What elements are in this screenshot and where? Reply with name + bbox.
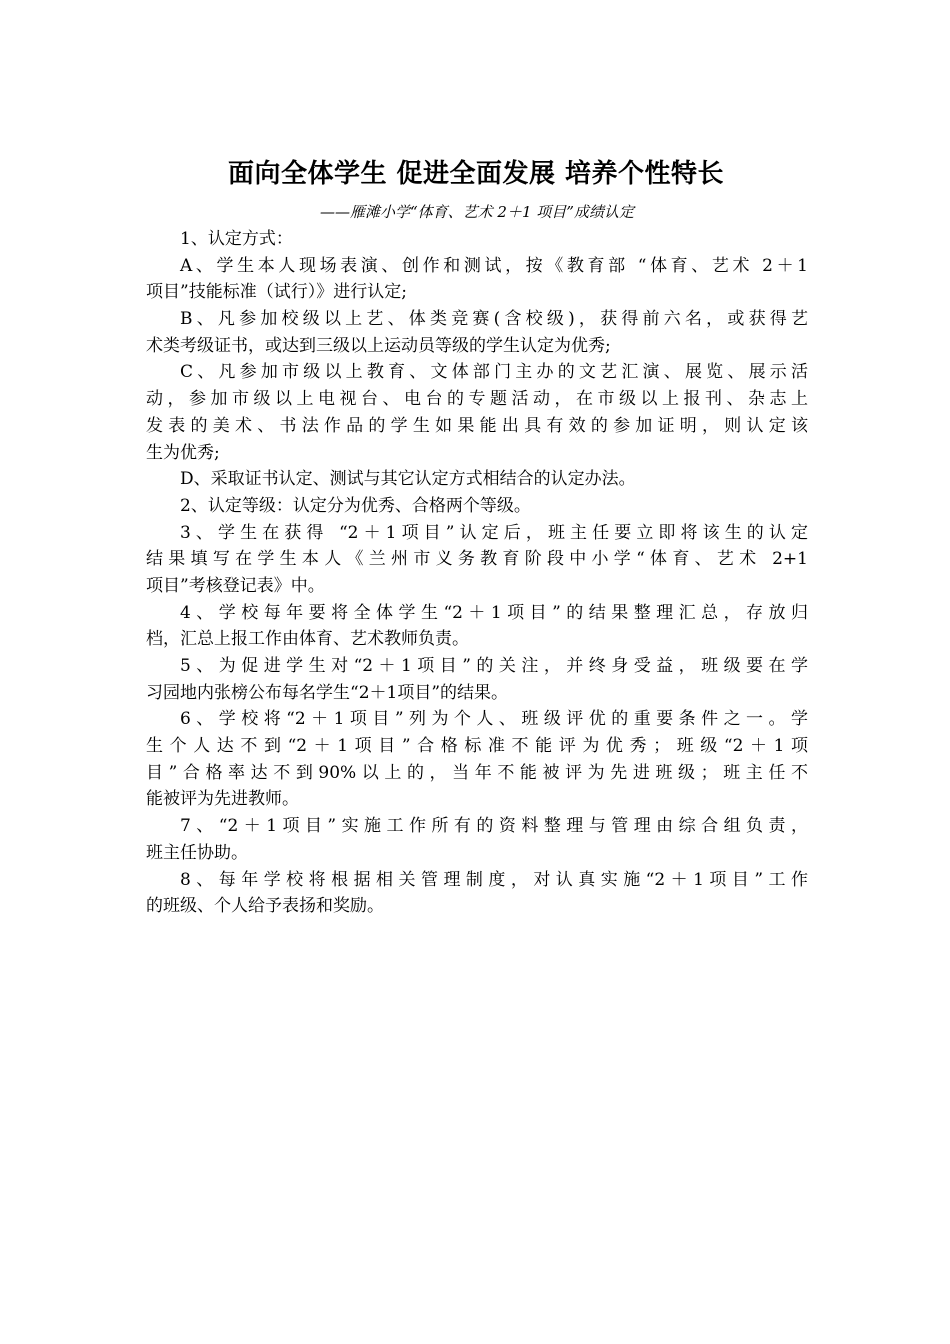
paragraph-line: 8、每年学校将根据相关管理制度，对认真实施“2＋1项目”工作 <box>180 869 808 890</box>
document-body <box>146 226 808 920</box>
paragraph-line: C、凡参加市级以上教育、文体部门主办的文艺汇演、展览、展示活 <box>180 362 808 383</box>
paragraph-line: 项目”考核登记表》中。 <box>146 575 325 596</box>
paragraph-line: 发表的美术、书法作品的学生如果能出具有效的参加证明，则认定该 <box>146 415 808 436</box>
paragraph-line: 结果填写在学生本人《兰州市义务教育阶段中小学“体育、艺术 2+1 <box>146 549 808 570</box>
paragraph-line: 生为优秀; <box>146 442 220 463</box>
document-subtitle: ——雁滩小学“体育、艺术 2＋1 项目”成绩认定 <box>320 203 634 221</box>
paragraph-line: 4、学校每年要将全体学生“2＋1项目”的结果整理汇总，存放归 <box>180 602 808 623</box>
paragraph-line: A、学生本人现场表演、创作和测试，按《教育部 “体育、艺术 2＋1 <box>180 255 808 276</box>
paragraph-line: 习园地内张榜公布每名学生“2＋1项目”的结果。 <box>146 682 509 703</box>
paragraph-line: 目”合格率达不到90%以上的，当年不能被评为先进班级；班主任不 <box>146 762 808 783</box>
paragraph-line: 班主任协助。 <box>146 842 248 863</box>
document-title: 面向全体学生 促进全面发展 培养个性特长 <box>227 159 725 189</box>
paragraph-line: 术类考级证书，或达到三级以上运动员等级的学生认定为优秀; <box>146 335 611 356</box>
paragraph-line: 7、“2＋1项目”实施工作所有的资料整理与管理由综合组负责， <box>180 816 808 837</box>
paragraph-line: 生个人达不到“2＋1项目”合格标准不能评为优秀；班级“2＋1项 <box>146 736 808 757</box>
paragraph-line: 档，汇总上报工作由体育、艺术教师负责。 <box>146 629 469 650</box>
paragraph-line: 1、认定方式： <box>180 229 293 249</box>
paragraph-line: 的班级、个人给予表扬和奖励。 <box>146 896 384 917</box>
paragraph-line: 5、为促进学生对“2＋1项目”的关注，并终身受益，班级要在学 <box>180 656 808 676</box>
paragraph-line: B、凡参加校级以上艺、体类竞赛(含校级)，获得前六名，或获得艺 <box>180 309 808 330</box>
paragraph-line: 2、认定等级：认定分为优秀、合格两个等级。 <box>180 495 531 516</box>
paragraph-line: D、采取证书认定、测试与其它认定方式相结合的认定办法。 <box>180 469 636 490</box>
paragraph-line: 动，参加市级以上电视台、电台的专题活动，在市级以上报刊、杂志上 <box>146 389 808 410</box>
paragraph-line: 6、学校将“2＋1项目”列为个人、班级评优的重要条件之一。学 <box>180 709 808 730</box>
paragraph-line: 能被评为先进教师。 <box>146 789 299 810</box>
paragraph-line: 3、学生在获得 “2＋1项目”认定后，班主任要立即将该生的认定 <box>180 522 808 543</box>
paragraph-line: 项目”技能标准（试行）》进行认定; <box>146 282 407 303</box>
